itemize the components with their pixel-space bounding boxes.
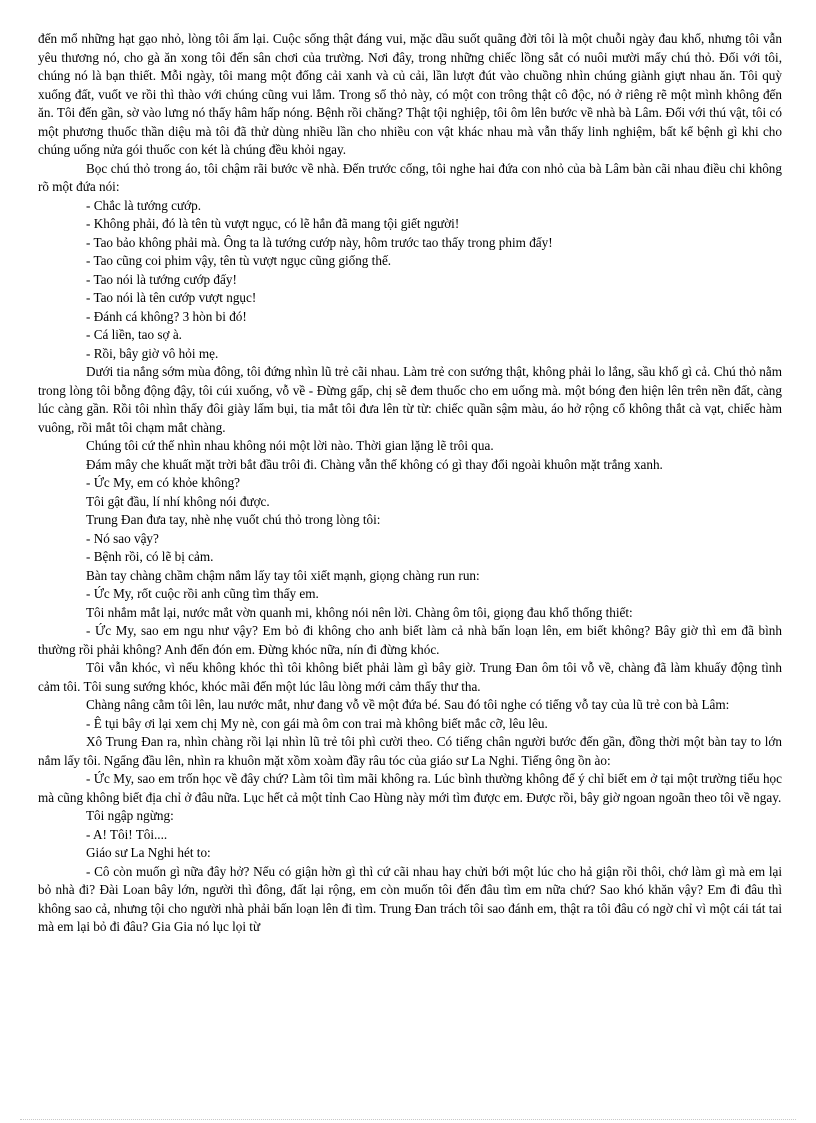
paragraph: Đám mây che khuất mặt trời bắt đầu trôi đi. Chàng vẫn thế không có gì thay đổi ngoài khuôn mặt trắng xanh. [86,456,663,472]
dialogue-line: - A! Tôi! Tôi.... [86,826,168,842]
dialogue-line: - Ức My, sao em ngu như vậy? Em bỏ đi không cho anh biết làm cả nhà bấn loạn lên, em biết không? Bây giờ thì em đã bình thường rồi phải không? Anh đến đón em. Đừng khóc nữa, nín đi đừng khóc. [38,623,782,657]
dialogue-line: - Chắc là tướng cướp. [86,197,202,213]
paragraph: Dưới tia nắng sớm mùa đông, tôi đứng nhìn lũ trẻ cãi nhau. Làm trẻ con sướng thật, không phải lo lắng, sầu khổ gì cả. Chú thỏ nằm trong lòng tôi bỗng động đậy, tôi cúi xuống, vỗ về - Đừng gấp, chị sẽ đem thuốc cho em uống mà. một bóng đen hiện lên trên nền đất, càng lúc càng gần. Rồi tôi nhìn thấy đôi giày lấm bụi, tia mắt tôi đưa lên từ từ: chiếc quần sậm màu, áo hở rộng cổ không thắt cà vạt, chiếc hàm vuông, rồi mắt tôi chạm mắt chàng. [38,364,782,435]
dialogue-line: - Ức My, em có khỏe không? [86,475,241,490]
paragraph: Xô Trung Đan ra, nhìn chàng rồi lại nhìn lũ trẻ tôi phì cười theo. Có tiếng chân người bước đến gần, đồng thời một bàn tay to lớn nắm lấy tôi. Ngẩng đầu lên, nhìn ra khuôn mặt xồm xoàm đầy râu tóc của giáo sư La Nghi. Tiếng ông ồn ào: [38,734,782,768]
dialogue-line: - Đánh cá không? 3 hòn bi đó! [86,308,247,324]
paragraph: Chúng tôi cứ thế nhìn nhau không nói một lời nào. Thời gian lặng lẽ trôi qua. [86,438,494,453]
dialogue-line: - Nó sao vậy? [86,530,159,546]
paragraph: Tôi nhắm mắt lại, nước mắt vờn quanh mi, không nói nên lời. Chàng ôm tôi, giọng đau khổ thống thiết: [86,604,633,620]
dialogue-line: - Cá liền, tao sợ à. [86,327,182,342]
paragraph: Chàng nâng cằm tôi lên, lau nước mắt, như đang vỗ về một đứa bé. Sau đó tôi nghe có tiếng vỗ tay của lũ trẻ con bà Lâm: [86,697,730,712]
dialogue-line: - Tao cũng coi phim vậy, tên tù vượt ngục cũng giống thế. [86,253,392,268]
document-page [38,30,782,937]
dialogue-line: - Rồi, bây giờ vô hỏi mẹ. [86,345,219,361]
dialogue-line: - Tao nói là tên cướp vượt ngục! [86,290,257,305]
paragraph: đến mổ những hạt gạo nhỏ, lòng tôi ấm lại. Cuộc sống thật đáng vui, mặc dầu suốt quãng đời tôi là một chuỗi ngày đau khổ, nhưng tôi vẫn yêu thương nó, cho gà ăn xong tôi đến sân chơi của trường. Nơi đây, trong những chiếc lồng sắt có nuôi mười mấy chú thỏ. Đối với tôi, chúng nó là bạn thiết. Mỗi ngày, tôi mang một đống cải xanh và củ cải, lần lượt đút vào chuồng nhìn chúng giành giựt nhau ăn. Tôi quỳ xuống đất, vuốt ve rồi thì thào với chúng cũng vui lắm. Trong số thỏ này, có một con trông thật cô độc, nó ở riêng rẽ một mình không đến ăn. Tôi đến gần, sờ vào lưng nó thấy hâm hấp nóng. Bệnh rồi chăng? Thật tội nghiệp, tôi ôm lên bước về nhà bà Lâm. Đối với thú vật, tôi có một phương thuốc thần diệu mà tôi đã thử dùng nhiều lần cho nhiều con vật khác nhau mà vẫn thấy linh nghiệm, bất kể bệnh gì khi cho chúng uống nửa gói thuốc con két là chúng đều khỏi ngay. [38,31,782,157]
page-bottom-divider [20,1119,796,1120]
dialogue-line: - Không phải, đó là tên tù vượt ngục, có lẽ hắn đã mang tội giết người! [86,216,460,231]
paragraph: Tôi gật đầu, lí nhí không nói được. [86,493,270,509]
paragraph: Trung Đan đưa tay, nhè nhẹ vuốt chú thỏ trong lòng tôi: [86,512,381,527]
dialogue-line: - Ức My, rốt cuộc rồi anh cũng tìm thấy em. [86,586,319,601]
dialogue-line: - Bệnh rồi, có lẽ bị cảm. [86,549,214,564]
paragraph: Tôi ngập ngừng: [86,808,174,823]
paragraph: Giáo sư La Nghi hét to: [86,845,211,860]
dialogue-line: - Cô còn muốn gì nữa đây hở? Nếu có giận hờn gì thì cứ cãi nhau hay chửi bới một lúc cho hả giận rồi thôi, chớ làm gì mà em lại bỏ nhà đi? Đài Loan bây lớn, người thì đông, đất lại rộng, em còn muốn tôi đến đâu tìm em nữa chứ? Sao khó khăn vậy? Em đi đâu thì không sao cả, nhưng tội cho người nhà phải bấn loạn lên đi tìm. Trung Đan trách tôi sao đánh em, thật ra tôi đâu có ngờ chỉ vì một cái tát tai mà em lại bỏ đi đâu? Gia Gia nó lục lọi từ [38,863,782,934]
dialogue-line: - Tao bảo không phải mà. Ông ta là tướng cướp này, hôm trước tao thấy trong phim đấy! [86,234,553,250]
paragraph: Bàn tay chàng chầm chậm nắm lấy tay tôi xiết mạnh, giọng chàng run run: [86,567,480,583]
dialogue-line: - Tao nói là tướng cướp đấy! [86,271,237,287]
paragraph: Tôi vẫn khóc, vì nếu không khóc thì tôi không biết phải làm gì bây giờ. Trung Đan ôm tôi vỗ về, chàng đã làm khuấy động tình cảm tôi. Tôi sung sướng khóc, khóc mãi đến một lúc lâu lòng mới cảm thấy thư tha. [38,660,782,694]
dialogue-line: - Ức My, sao em trốn học về đây chứ? Làm tôi tìm mãi không ra. Lúc bình thường không để ý chỉ biết em ở tại một trường tiểu học mà cũng không biết địa chỉ ở đâu nữa. Lục hết cả một tỉnh Cao Hùng này mới tìm được em. Được rồi, bây giờ ngoan ngoãn theo tôi về ngay. [38,771,782,805]
paragraph: Bọc chú thỏ trong áo, tôi chậm rãi bước về nhà. Đến trước cổng, tôi nghe hai đứa con nhỏ của bà Lâm bàn cãi nhau điều chi không rõ một đứa nói: [38,160,782,194]
dialogue-line: - Ê tụi bây ơi lại xem chị My nè, con gái mà ôm con trai mà không biết mắc cỡ, lêu lêu. [86,715,548,731]
